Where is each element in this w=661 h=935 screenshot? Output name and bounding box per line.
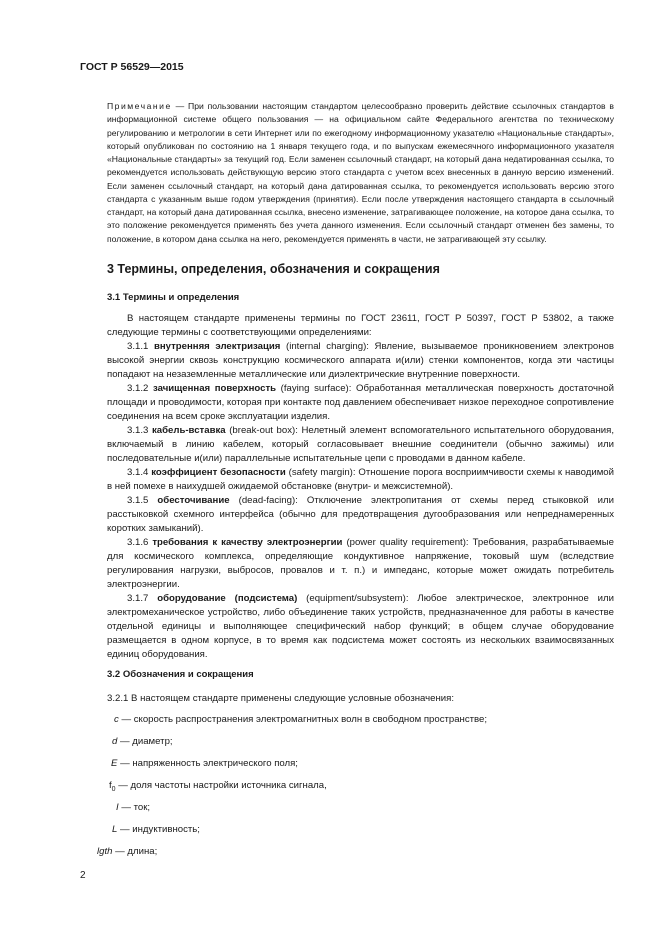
symbol-row bbox=[112, 735, 173, 749]
term-definition: (internal charging): Явление, вызываемое проникновением электронов высокой энергии сквозь конструкцию космического аппарата и(или) стенки компонентов, когда эти частицы попадают на незаземленные металлические или диэлектрические внутренние поверхности. bbox=[107, 341, 614, 380]
symbol: f bbox=[109, 780, 112, 791]
symbol-definition: — напряженность электрического поля; bbox=[117, 758, 298, 769]
symbol: d bbox=[112, 736, 118, 747]
symbol: I bbox=[116, 802, 119, 813]
symbols-intro: 3.2.1 В настоящем стандарте применены следующие условные обозначения: bbox=[107, 693, 454, 704]
term-entry bbox=[107, 536, 614, 592]
term-definition: (equipment/subsystem): Любое электрическое, электронное или электромеханическое устройство, либо объединение таких устройств, предназначенное для работы в качестве отдельной единицы и выполняющее специфический набор функций; в общем случае оборудование размещается в одном корпусе, в то время как подсистема может состоять из нескольких взаимосвязанных единиц оборудования. bbox=[107, 593, 614, 660]
term-entry bbox=[107, 382, 614, 424]
note-label: Примечание bbox=[107, 101, 172, 111]
term-number: 3.1.5 bbox=[127, 495, 158, 506]
section-title: 3 Термины, определения, обозначения и сокращения bbox=[107, 262, 440, 276]
symbol-definition: — доля частоты настройки источника сигнала, bbox=[115, 780, 327, 791]
page-number: 2 bbox=[80, 870, 86, 881]
symbol-row bbox=[111, 757, 298, 771]
symbol-subscript: 0 bbox=[111, 785, 116, 793]
symbol-definition: — диаметр; bbox=[117, 736, 173, 747]
reference-note bbox=[107, 100, 614, 246]
subsection-symbols-title: 3.2 Обозначения и сокращения bbox=[107, 669, 254, 680]
term-definition: (dead-facing): Отключение электропитания от схемы перед стыковкой или расстыковкой схемного интерфейса (обычно для предотвращения дугообразования или непреднамеренных коротких замыканий). bbox=[107, 495, 614, 534]
term-number: 3.1.3 bbox=[127, 425, 152, 436]
symbol: lgth bbox=[97, 846, 113, 857]
symbol-row bbox=[116, 801, 150, 815]
symbol-row bbox=[97, 845, 157, 859]
symbol-definition: — ток; bbox=[118, 802, 151, 813]
term-name: оборудование (подсистема) bbox=[157, 593, 298, 604]
term-number: 3.1.1 bbox=[127, 341, 154, 352]
symbol: L bbox=[112, 824, 118, 835]
term-entry bbox=[107, 340, 614, 382]
term-name: внутренняя электризация bbox=[153, 341, 281, 352]
terms-body bbox=[107, 312, 614, 662]
subsection-terms-title: 3.1 Термины и определения bbox=[107, 292, 240, 303]
term-name: кабель-вставка bbox=[151, 425, 226, 436]
term-name: требования к качеству электроэнергии bbox=[152, 537, 343, 548]
term-number: 3.1.7 bbox=[127, 593, 158, 604]
symbol-row bbox=[109, 779, 327, 797]
term-definition: (safety margin): Отношение порога восприимчивости схемы к наводимой в ней помехе в наихудшей ожидаемой обстановке (внутри- и межсистемной). bbox=[107, 467, 614, 492]
symbol-definition: — скорость распространения электромагнитных волн в свободном пространстве; bbox=[118, 714, 488, 725]
term-definition: (faying surface): Обработанная металлическая поверхность достаточной площади и проводимости, которая при контакте под давлением обеспечивает низкое переходное сопротивление соединения на всем сроке эксплуатации изделия. bbox=[107, 383, 614, 422]
symbol-row bbox=[114, 713, 487, 727]
term-entry bbox=[107, 592, 614, 662]
term-entry bbox=[107, 466, 614, 494]
note-text: — При пользовании настоящим стандартом целесообразно проверить действие ссылочных стандартов в информационной системе общего пользования — на официальном сайте Федерального агентства по техническому регулированию и метрологии в сети Интернет или по ежегодному информационному указателю «Национальные стандарты», который опубликован по состоянию на 1 января текущего года, и по выпускам ежемесячного информационного указателя «Национальные стандарты» за текущий год. Если заменен ссылочный стандарт, на который дана недатированная ссылка, то рекомендуется использовать действующую версию этого стандарта с учетом всех внесенных в данную версию изменений. Если заменен ссылочный стандарт, на который дана датированная ссылка, то рекомендуется использовать версию этого стандарта с указанным выше годом утверждения (принятия). Если после утверждения настоящего стандарта в ссылочный стандарт, на который дана датированная ссылка, внесено изменение, затрагивающее положение, на которое дана ссылка, то это положение рекомендуется применять без учета данного изменения. Если ссылочный стандарт отменен без замены, то положение, в котором дана ссылка на него, рекомендуется применять в части, не затрагивающей эту ссылку. bbox=[107, 101, 614, 244]
term-definition: (break-out box): Нелетный элемент вспомогательного испытательного оборудования, включаемый в линию кабелем, который согласовывает внешние соединители (обычно зажимы) или последовательные и(или) параллельные испытательные цепи с проводами в данном кабеле. bbox=[107, 425, 614, 464]
symbol: c bbox=[114, 714, 119, 725]
term-number: 3.1.4 bbox=[127, 467, 152, 478]
term-number: 3.1.6 bbox=[127, 537, 153, 548]
symbol: E bbox=[111, 758, 118, 769]
document-code-header: ГОСТ Р 56529—2015 bbox=[80, 61, 184, 73]
terms-intro: В настоящем стандарте применены термины по ГОСТ 23611, ГОСТ Р 50397, ГОСТ Р 53802, а также следующие термины с соответствующими определениями: bbox=[107, 313, 614, 338]
term-name: зачищенная поверхность bbox=[152, 383, 277, 394]
symbol-definition: — индуктивность; bbox=[117, 824, 200, 835]
symbol-row bbox=[112, 823, 200, 837]
term-entry bbox=[107, 424, 614, 466]
term-number: 3.1.2 bbox=[127, 383, 153, 394]
term-definition: (power quality requirement): Требования, разрабатываемые для космического комплекса, определяющие кондуктивное напряжение, токовый шум (вследствие регулирования нагрузки, выбросов, провалов и т. п.) и импеданс, которые может ожидать потребитель электроэнергии. bbox=[107, 537, 614, 590]
term-name: коэффициент безопасности bbox=[151, 467, 286, 478]
symbol-definition: — длина; bbox=[112, 846, 158, 857]
term-name: обесточивание bbox=[157, 495, 230, 506]
term-entry bbox=[107, 494, 614, 536]
